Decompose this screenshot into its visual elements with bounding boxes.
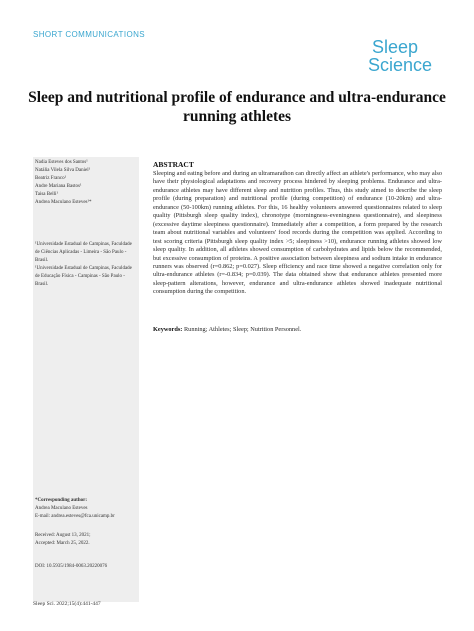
accepted-date: Accepted: March 25, 2022.: [35, 541, 90, 546]
author-name: Natália Vilela Silva Daniel¹: [35, 168, 91, 173]
author-list: [35, 159, 91, 207]
corresponding-name: Andrea Maculano Esteves: [35, 506, 88, 511]
article-dates: [35, 532, 91, 548]
article-title: [20, 88, 454, 126]
corresponding-email[interactable]: E-mail: andrea.esteves@fca.unicamp.br: [35, 514, 115, 519]
author-name: Beatriz Franco¹: [35, 176, 67, 181]
author-name: Nadia Esteves dos Santos¹: [35, 160, 88, 165]
author-name: Andre Mariana Bastos¹: [35, 184, 82, 189]
abstract-text: Sleeping and eating before and during an ultramarathon can directly affect an athlete's performance, who may also have their physiological adaptations and recovery process hindered by sleeping problems. Endurance and ultra-endurance athletes may have different sleep and nutrition profiles. Thus, this study aimed to describe the sleep profile (during preparation) and nutritional profile (during competition) of endurance (10-20km) and ultra-endurance (50-100km) running athletes. For this, 16 healthy volunteers answered questionnaires related to sleep quality (Pittsburgh sleep quality index), chronotype (morningness-eveningness questionnaire), and sleepiness (excessive daytime sleepiness questionnaire). Immediately after a competition, a form prepared by the research team about nutritional variables and volunteers' food records during the competition was applied. According to test scoring criteria (Pittsburgh sleep quality index >5; sleepiness >10), endurance running athletes showed low sleep quality. In addition, all athletes showed consumption of carbohydrates and lipids below the recommended, but excessive consumption of proteins. A positive association between sleepiness and sodium intake in endurance runners was observed (r=0.862; p=0.027). Sleep efficiency and race time showed a negative correlation only for ultra-endurance athletes (r=-0.834; p=0.039). The data obtained show that endurance athletes presented more sleep-pattern alterations, however, endurance and ultra-endurance athletes showed inadequate nutritional consumption during the competition.: [153, 170, 442, 296]
keywords: [153, 326, 442, 333]
keywords-text: Running; Athletes; Sleep; Nutrition Personnel.: [183, 326, 302, 333]
journal-logo[interactable]: [368, 38, 442, 74]
title-line-1: Sleep and nutritional profile of endurance and ultra-endurance: [28, 89, 446, 106]
author-name: Andrea Maculano Esteves¹*: [35, 200, 92, 205]
article-info-sidebar: [33, 157, 139, 602]
author-name: Taisa Belli¹: [35, 192, 58, 197]
title-line-2: running athletes: [182, 108, 292, 125]
doi-link[interactable]: DOI: 10.5935/1984-0063.20220076: [35, 564, 108, 569]
affiliation: ¹Universidade Estadual de Campinas, Faculdade de Educação Física - Campinas - São Paulo - Brasil.: [35, 266, 132, 287]
abstract-heading: ABSTRACT: [153, 160, 194, 169]
keywords-label: Keywords:: [153, 326, 183, 333]
affiliation-list: [35, 241, 137, 289]
received-date: Received: August 13, 2021;: [35, 533, 91, 538]
page-footer-citation: Sleep Sci. 2022;15(4):441-447: [33, 601, 101, 607]
logo-line-1: Sleep: [372, 37, 419, 57]
logo-line-2: Science: [368, 55, 433, 75]
corresponding-heading: *Corresponding author:: [35, 498, 87, 503]
section-label: SHORT COMMUNICATIONS: [33, 30, 146, 39]
affiliation: ¹Universidade Estadual de Campinas, Faculdade de Ciências Aplicadas - Limeira - São Paulo - Brasil.: [35, 242, 132, 263]
corresponding-author: [35, 497, 139, 521]
